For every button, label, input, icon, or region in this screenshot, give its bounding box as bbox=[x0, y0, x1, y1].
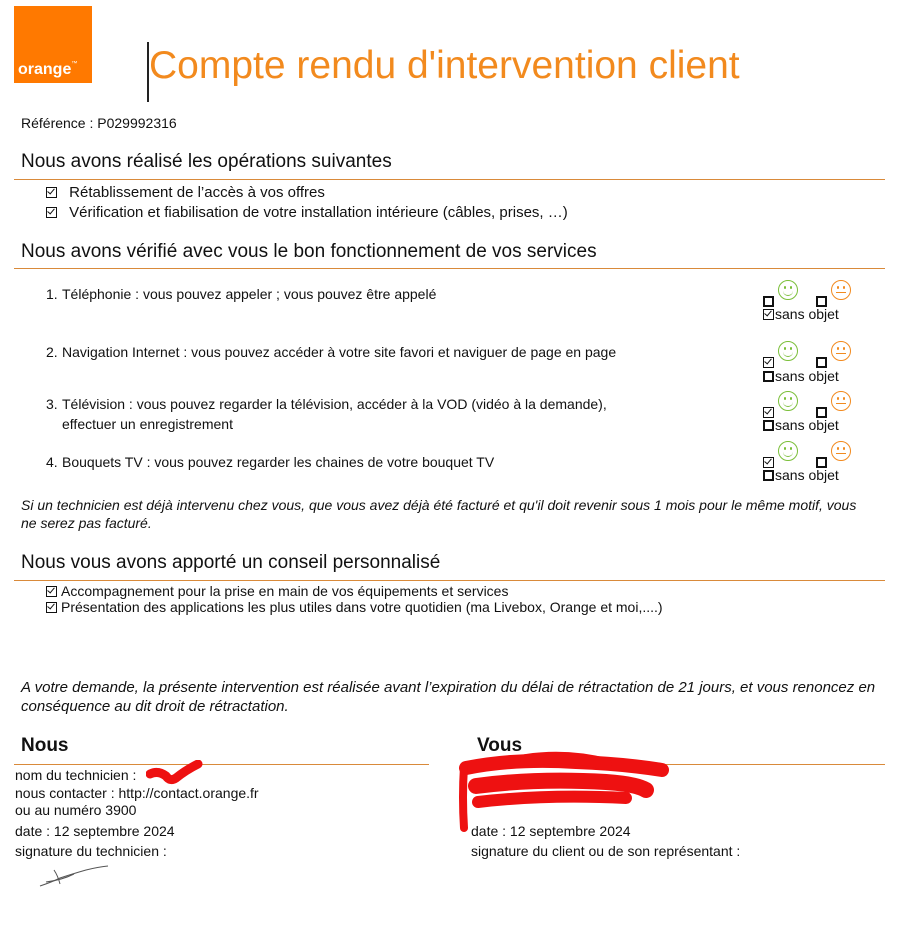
services-heading: Nous avons vérifié avec vous le bon fonctionnement de vos services bbox=[21, 241, 597, 262]
checkbox-unchecked bbox=[763, 371, 774, 382]
orange-logo bbox=[14, 6, 92, 83]
redaction-mark bbox=[146, 760, 206, 790]
technician-signature bbox=[38, 860, 114, 890]
neutral-face-icon bbox=[831, 341, 851, 361]
rating-bouquets bbox=[763, 441, 851, 470]
nous-date: date : 12 septembre 2024 bbox=[15, 823, 175, 839]
checkbox-checked bbox=[46, 207, 57, 218]
service-item-television: 3. Télévision : vous pouvez regarder la télévision, accéder à la VOD (vidéo à la demande), effectuer un enregistrement bbox=[46, 396, 607, 432]
vous-heading: Vous bbox=[477, 735, 523, 756]
rating-telephonie bbox=[763, 280, 851, 309]
neutral-face-icon bbox=[831, 280, 851, 300]
happy-face-icon bbox=[778, 441, 798, 461]
technician-name-label: nom du technicien : bbox=[15, 767, 137, 783]
page-title: Compte rendu d'intervention client bbox=[149, 44, 740, 87]
sans-objet-telephonie: sans objet bbox=[763, 306, 839, 322]
checkbox-checked bbox=[46, 586, 57, 597]
checkbox-unsatisfied bbox=[816, 357, 827, 368]
contact-info: nous contacter : http://contact.orange.fr bbox=[15, 785, 259, 801]
advice-item: Présentation des applications les plus utiles dans votre quotidien (ma Livebox, Orange et moi,....) bbox=[46, 599, 663, 615]
neutral-face-icon bbox=[831, 441, 851, 461]
operation-item: Vérification et fiabilisation de votre installation intérieure (câbles, prises, …) bbox=[46, 204, 568, 221]
section-divider bbox=[14, 179, 885, 180]
sans-objet-bouquets: sans objet bbox=[763, 467, 839, 483]
technician-signature-label: signature du technicien : bbox=[15, 843, 167, 859]
nous-heading: Nous bbox=[21, 735, 69, 756]
happy-face-icon bbox=[778, 341, 798, 361]
reference-number: Référence : P029992316 bbox=[21, 115, 177, 131]
technician-note: Si un technicien est déjà intervenu chez vous, que vous avez déjà été facturé et qu'il doit revenir sous 1 mois pour le même motif, vous ne serez pas facturé. bbox=[21, 497, 857, 531]
rating-television bbox=[763, 391, 851, 420]
happy-face-icon bbox=[778, 391, 798, 411]
advice-heading: Nous vous avons apporté un conseil personnalisé bbox=[21, 552, 441, 573]
nous-divider bbox=[14, 764, 429, 765]
section-divider bbox=[14, 580, 885, 581]
advice-item: Accompagnement pour la prise en main de vos équipements et services bbox=[46, 583, 508, 599]
service-item-internet: 2. Navigation Internet : vous pouvez accéder à votre site favori et naviguer de page en page bbox=[46, 344, 617, 360]
vous-date: date : 12 septembre 2024 bbox=[471, 823, 631, 839]
logo-text: orange™ bbox=[18, 61, 78, 78]
checkbox-checked bbox=[763, 309, 774, 320]
retraction-note: A votre demande, la présente intervention est réalisée avant l’expiration du délai de rétractation de 21 jours, et vous renoncez en conséquence au dit droit de rétractation. bbox=[21, 679, 876, 715]
service-item-bouquets: 4. Bouquets TV : vous pouvez regarder les chaines de votre bouquet TV bbox=[46, 454, 495, 470]
neutral-face-icon bbox=[831, 391, 851, 411]
service-item-telephonie: 1. Téléphonie : vous pouvez appeler ; vous pouvez être appelé bbox=[46, 286, 437, 302]
operations-heading: Nous avons réalisé les opérations suivantes bbox=[21, 151, 392, 172]
happy-face-icon bbox=[778, 280, 798, 300]
client-signature-label: signature du client ou de son représentant : bbox=[471, 843, 741, 859]
rating-internet bbox=[763, 341, 851, 370]
checkbox-satisfied bbox=[763, 357, 774, 368]
section-divider bbox=[14, 268, 885, 269]
operation-item: Rétablissement de l’accès à vos offres bbox=[46, 184, 325, 201]
checkbox-unchecked bbox=[763, 470, 774, 481]
checkbox-checked bbox=[46, 602, 57, 613]
checkbox-unchecked bbox=[763, 420, 774, 431]
phone-info: ou au numéro 3900 bbox=[15, 802, 137, 818]
checkbox-checked bbox=[46, 187, 57, 198]
sans-objet-internet: sans objet bbox=[763, 368, 839, 384]
sans-objet-television: sans objet bbox=[763, 417, 839, 433]
